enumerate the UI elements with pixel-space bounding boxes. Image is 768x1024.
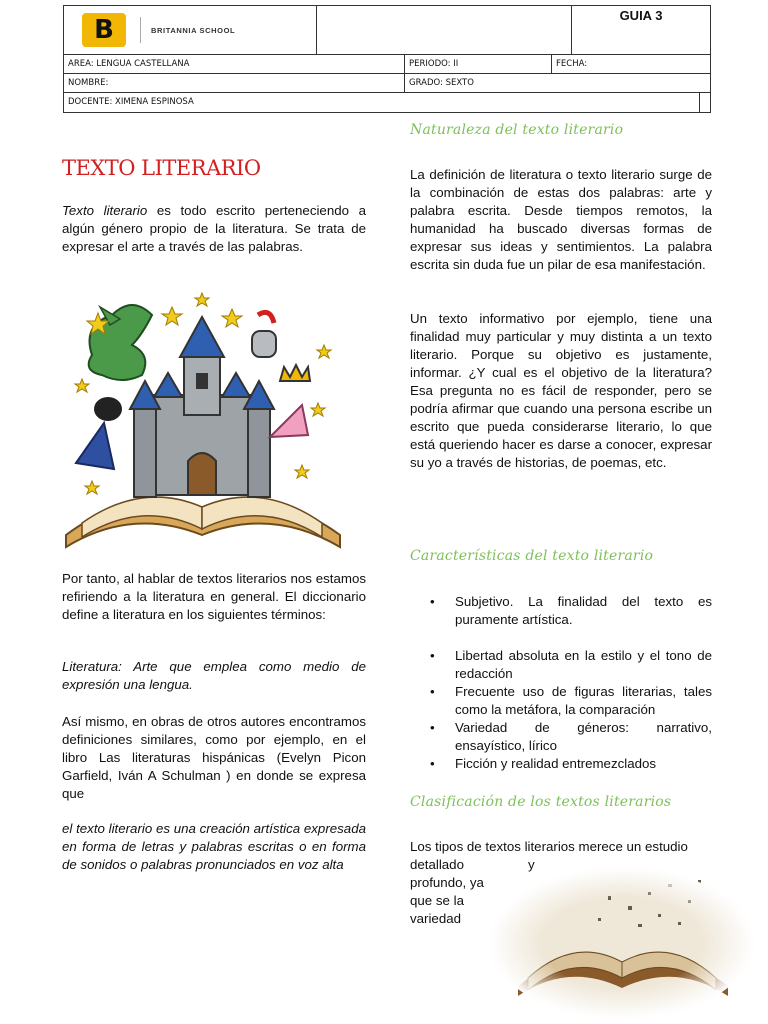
paragraph-2: Por tanto, al hablar de textos literarios nos estamos refiriendo a la literatura en general. El diccionario define a literatura en los siguientes términos: [62, 571, 366, 622]
naturaleza-paragraph-1: La definición de literatura o texto literario surge de la combinación de estas dos palabras: arte y palabra escrita. Desde tiempos remotos, la humanidad ha buscado diversas formas de expresar sus ideas y sentimientos. La palabra escrita sin duda fue un pilar de esa manifestación. [410, 167, 712, 272]
clasificacion-paragraph: Los tipos de textos literarios merece un estudio detallado y profundo, ya que se la variedad [410, 839, 688, 926]
list-item: • Subjetivo. La finalidad del texto es puramente artística. [410, 593, 712, 629]
school-name: BRITANNIA SCHOOL [151, 25, 236, 35]
list-item: • Ficción y realidad entremezclados [410, 755, 712, 773]
caracteristicas-list [410, 593, 712, 773]
grado-field: GRADO: SEXTO [409, 78, 474, 88]
nombre-field: NOMBRE: [64, 74, 405, 92]
section-caracteristicas: Características del texto literario [410, 548, 654, 564]
castle-book-illustration [62, 285, 344, 553]
intro-paragraph [62, 202, 366, 256]
docente-field: DOCENTE: XIMENA ESPINOSA [64, 93, 700, 112]
fecha-field: FECHA: [556, 59, 588, 69]
school-logo [64, 6, 317, 54]
open-book-image [488, 866, 756, 1020]
paragraph-3: Así mismo, en obras de otros autores encontramos definiciones similares, como por ejemplo, en el libro Las literaturas hispánicas (Evelyn Picon Garfield, Iván A Schulman ) en donde se expresa que [62, 714, 366, 801]
section-clasificacion: Clasificación de los textos literarios [410, 794, 672, 810]
definition-quote: Literatura: Arte que emplea como medio de expresión una lengua. [62, 659, 366, 692]
list-item: • Libertad absoluta en la estilo y el tono de redacción [410, 647, 712, 683]
intro-text: es todo escrito perteneciendo a algún género propio de la literatura. Se trata de expresar el arte a través de las palabras. [62, 203, 366, 254]
guide-title: GUIA 3 [571, 6, 710, 54]
literary-quote: el texto literario es una creación artística expresada en forma de letras y palabras escritas o en forma de sonidos o palabras pronunciados en voz alta [62, 821, 366, 872]
school-shield-icon: B [82, 13, 126, 47]
intro-italic: Texto literario [62, 203, 148, 218]
header-table [63, 5, 711, 113]
periodo-field: PERIODO: II [405, 55, 552, 73]
area-field: AREA: LENGUA CASTELLANA [64, 55, 405, 73]
page-title: TEXTO LITERARIO [62, 156, 261, 180]
naturaleza-paragraph-2: Un texto informativo por ejemplo, tiene una finalidad muy particular y muy distinta a un texto literario. Porque su objetivo es justamente, informar. ¿Y cual es el objetivo de la literatura? Esa pregunta no es fácil de responder, pero se podría afirmar que cuando una persona escribe un escrito que pueda considerarse literario, lo que está queriendo hacer es darse a conocer, expresar su yo a través de historias, de poemas, etc. [410, 311, 712, 470]
section-naturaleza: Naturaleza del texto literario [410, 122, 624, 138]
list-item: • Frecuente uso de figuras literarias, tales como la metáfora, la comparación [410, 683, 712, 719]
list-item: • Variedad de géneros: narrativo, ensayístico, lírico [410, 719, 712, 755]
